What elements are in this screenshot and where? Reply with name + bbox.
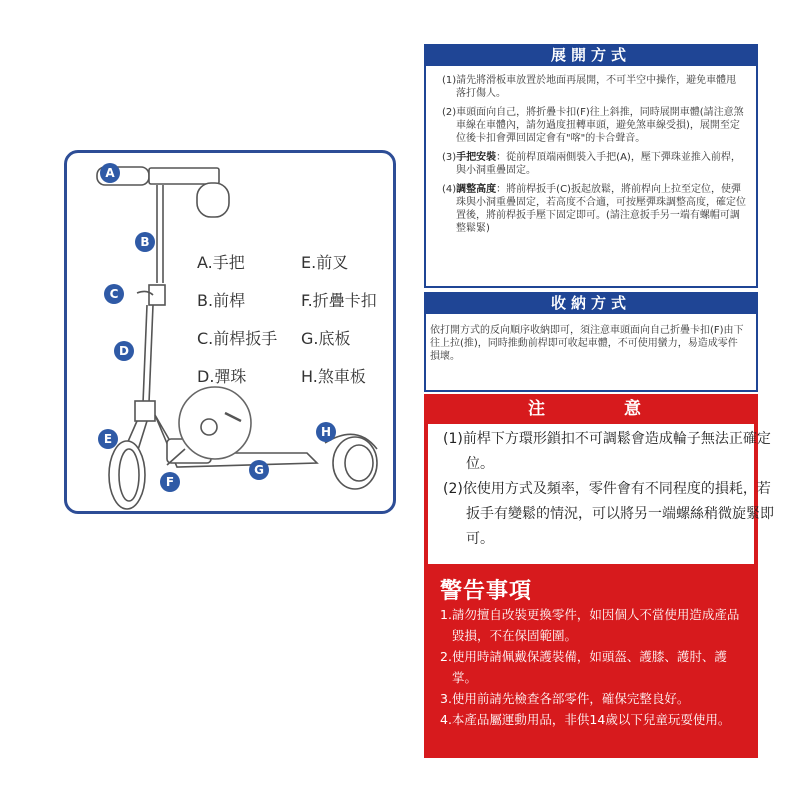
warning-item: 4.本產品屬運動用品，非供14歲以下兒童玩耍使用。 — [440, 712, 731, 727]
legend-item: D.彈珠 — [197, 367, 247, 386]
marker-c: C — [104, 284, 124, 304]
warning-list — [440, 604, 750, 730]
parts-legend — [197, 253, 397, 387]
marker-a: A — [100, 163, 120, 183]
unfold-section — [424, 44, 758, 288]
legend-item: B.前桿 — [197, 291, 246, 310]
legend-item: E.前叉 — [301, 253, 349, 272]
unfold-step-1: (1)請先將滑板車放置於地面再展開，不可半空中操作，避免車體甩落打傷人。 — [442, 75, 737, 99]
caution-box — [428, 424, 774, 564]
marker-b: B — [135, 232, 155, 252]
storage-text: 依打開方式的反向順序收納即可，須注意車頭面向自己折疊卡扣(F)由下往上拉(推)，同時推動前桿即可收起車體，不可使用蠻力，易造成零件損壞。 — [430, 325, 744, 362]
marker-f: F — [160, 472, 180, 492]
legend-item: H.煞車板 — [301, 367, 366, 386]
warning-title: 警告事項 — [440, 579, 533, 604]
marker-h: H — [316, 422, 336, 442]
storage-section — [424, 292, 758, 392]
warning-panel — [424, 394, 774, 758]
storage-body — [424, 314, 758, 392]
warning-item: 1.請勿擅自改裝更換零件，如因個人不當使用造成產品毀損，不在保固範圍。 — [440, 607, 740, 643]
caution-item-2: (2)依使用方式及頻率，零件會有不同程度的損耗，若扳手有變鬆的情況，可以將另一端螺絲稍微旋緊即可。 — [443, 481, 774, 547]
scooter-diagram-card — [64, 150, 396, 514]
storage-title: 收納方式 — [424, 292, 758, 314]
caution-item-1: (1)前桿下方環形鎖扣不可調鬆會造成輪子無法正確定位。 — [443, 431, 771, 472]
legend-item: C.前桿扳手 — [197, 329, 278, 348]
unfold-step-3: (3)手把安裝：從前桿頂端兩側裝入手把(A)，壓下彈珠並推入前桿，與小洞重疊固定。 — [442, 152, 741, 176]
marker-d: D — [114, 341, 134, 361]
unfold-title: 展開方式 — [424, 44, 758, 66]
unfold-body — [424, 66, 758, 288]
unfold-step-2: (2)車頭面向自己，將折疊卡扣(F)往上斜推，同時展開車體(請注意煞車線在車體內，請勿過度扭轉車頭，避免煞車線受損)，展開至定位後卡扣會彈回固定會有"喀"的卡合聲音。 — [442, 107, 744, 144]
marker-e: E — [98, 429, 118, 449]
warning-item: 2.使用時請佩戴保護裝備，如頭盔、護膝、護肘、護掌。 — [440, 649, 727, 685]
unfold-step-4: (4)調整高度：將前桿扳手(C)扳起放鬆，將前桿向上拉至定位，使彈珠與小洞重疊固定，若高度不合適，可按壓彈珠調整高度，確定位置後，將前桿扳手壓下固定即可。(請注意扳手另一端有螺帽可調整鬆緊) — [442, 184, 746, 234]
legend-item: F.折疊卡扣 — [301, 291, 377, 310]
caution-title: 注 意 — [528, 399, 641, 419]
warning-item: 3.使用前請先檢查各部零件，確保完整良好。 — [440, 691, 690, 706]
marker-g: G — [249, 460, 269, 480]
legend-item: G.底板 — [301, 329, 351, 348]
legend-item: A.手把 — [197, 253, 245, 272]
